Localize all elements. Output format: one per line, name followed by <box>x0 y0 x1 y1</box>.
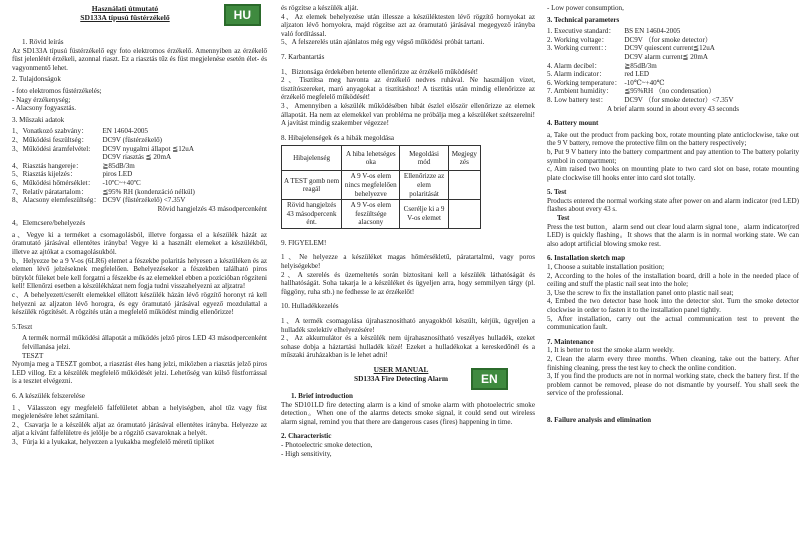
hu-section-heading: 7. Karbantartás <box>281 52 325 61</box>
en-language-badge: EN <box>471 368 508 390</box>
en-paragraph: Products entered the normal working state after power on and alarm indicator (red LED) flashes about every 43 s. <box>547 196 799 214</box>
list-item: 4, Embed the two detector base hook into the detector slot. Turn the smoke detector clockwise in order to fasten it to the installation panel tightly. <box>547 297 799 314</box>
hu-title: Használati útmutató SD133A típusú füstérzékelő <box>80 4 170 22</box>
hu-paragraph: c、A behelyezett/cserélt elemekkel ellátott készülék házán lévő rögzítő horonyt rá kell helyezni az aljzaton lévő horogra, és egy óramutató járásával egyező mozdulattal a készülék rögzítését. A rögzítés után a megfelelő működést mindig ellenőrizze! <box>12 291 267 317</box>
table-row: 3. Working current：： DC9V quiescent current≦12uA <box>547 44 715 53</box>
hu-paragraph: b、Helyezze be a 9 V-os (6LR6) elemet a fészekbe polaritás helyesen a készüléken és az elemen lévő jelzéseknek megfelelően. Behelyezésekor a fészekben található piros bütyköt füleket bele kell forgatni a fészekbe és az elemekkel ebben a pozícióban rögzíteni kell! Ellenőrzi esetben a készülékházat nem fogja tudni visszahelyezni az aljzatra! <box>12 256 267 291</box>
column-hungarian-1 <box>12 4 267 447</box>
table-row <box>282 171 481 200</box>
en-section-heading: 2. Characteristic <box>281 432 332 441</box>
hu-section-heading: 8. Hibajelenségek és a hibák megoldása <box>281 133 395 142</box>
hu-header <box>12 4 267 38</box>
column-header: Megjegy zés <box>448 146 480 171</box>
en-subheading: Test <box>557 214 570 223</box>
table-cell: Cserélje ki a 9 V-os elemet <box>400 200 448 229</box>
list-item: 2、Tisztítsa meg havonta az érzékelő nedves ruhával. Ne használjon vizet, tisztítószereket, maró anyagokat a tisztításhoz! A tisztítás után mindig ellenőrizze az érzékelő megfelelő működését! <box>281 76 535 102</box>
column-english <box>547 4 799 425</box>
list-item: - Nagy érzékenység; <box>12 95 71 104</box>
table-row: 5. Alarm indicator： red LED <box>547 70 649 79</box>
list-item: b, Put 9 V battery into the battery compartment and pay attention to The battery polarity symbol in compartment; <box>547 147 799 165</box>
hu-section-heading: 2. Tulajdonságok <box>12 75 61 84</box>
en-section-heading: 5. Test <box>547 188 567 197</box>
table-cell <box>448 200 480 229</box>
hu-section-heading: 1. Rövid leírás <box>22 38 64 46</box>
list-item: a, Take out the product from packing box, rotate mounting plate anticlockwise, take out the 9 V battery, remove the protective film on the battery respectively; <box>547 130 799 148</box>
list-item: - Low power consumption, <box>547 4 624 12</box>
list-item: 1, Choose a suitable installation position; <box>547 263 665 272</box>
list-item: 1、A termék csomagolása újrahasznosítható anyagokból készült, kérjük, ügyeljen a hulladék szelektív elhelyezésére! <box>281 317 535 334</box>
list-item: c, Aim raised two hooks on mounting plate to two card slot on base, rotate mounting plate clockwise till hooks enter into card slot totally. <box>547 165 799 182</box>
table-row: 3、Működési áramfelvétel: DC9V nyugalmi állapot ≦12uA <box>12 144 194 153</box>
hu-language-badge: HU <box>224 4 261 26</box>
en-section-heading: 3. Technical parameters <box>547 15 620 24</box>
table-header-row <box>282 146 481 171</box>
table-row: 1、Vonatkozó szabvány： EN 14604-2005 <box>12 127 148 136</box>
list-item: 1、Biztonsága érdekében hetente ellenőrizze az érzékelő működését! <box>281 67 478 76</box>
list-item: - High sensitivity, <box>281 449 332 458</box>
table-row: 8. Low battery test： DC9V （for smoke detector）<7.35V <box>547 95 734 104</box>
column-header: Megoldási mód <box>400 146 448 171</box>
list-item: 1、Ne helyezze a készüléket magas hőmérsékletű, páratartalmú, vagy poros helyiségekbe! <box>281 253 535 271</box>
hu-paragraph: 4、Az elemek behelyezése után illessze a készüléktesten lévő rögzítő hornyokat az aljzaton lévő hornyokra, majd rögzítse azt az óramutató járásával megegyező irányba való fordítással. <box>281 12 535 38</box>
hu-spec-note: Rövid hangjelzés 43 másodpercenként <box>157 204 267 213</box>
table-row: 2、Működési feszültség： DC9V (füstérzékelő) <box>12 135 163 144</box>
list-item: - Photoelectric smoke detection, <box>281 440 373 449</box>
en-section-heading: 8. Failure analysis and elimination <box>547 415 652 424</box>
hu-paragraph: Az SD133A típusú füstérzékelő egy foto elektromos érzékelő. Amennyiben az érzékelő füst jelenlétét érzékeli, azonnal riaszt. Ez a riasztás tűz és füst megjelenése esetén élet- és vagyonmentő lehet. <box>12 46 267 72</box>
hu-spec-table <box>12 127 197 204</box>
table-row: DC9V riasztás ≦ 20mA <box>102 153 172 162</box>
table-row: 8、Alacsony elemfeszültség： DC9V (füstérzékelő) <7.35V <box>12 196 186 205</box>
table-cell: Ellenőrizze az elem polaritását <box>400 171 448 200</box>
table-row: 6、Működési hőmérséklet： -10ºC~+40ºC <box>12 178 141 187</box>
en-tech-table <box>547 27 736 104</box>
list-item: 3、Amennyiben a készülék működésében hibát észlel először ellenőrizze az elemek állapotát. Ha nem az elemekkel van probléma ne próbálja meg a készüléket szétszerelni! A javítást mindig szakember végezze! <box>281 101 535 128</box>
table-row: DC9V alarm current≦ 20mA <box>624 52 708 61</box>
list-item: 3, If you find the products are not in normal working state, check the battery first. If the problem cannot be removed, please do not dismantle by yourself. You shall seek the service of the professional. <box>547 372 799 398</box>
list-item: - foto elektromos füstérzékelés; <box>12 86 102 95</box>
hu-section-heading: 9. FIGYELEM! <box>281 238 327 247</box>
hu-section-heading: 6. A készülék felszerelése <box>12 391 85 400</box>
table-cell: A 9 V-os elem nincs megfelelően behelyezve <box>342 171 400 200</box>
table-row: 5、Riasztás kijelzés： piros LED <box>12 170 133 179</box>
table-cell: Rövid hangjelzés 43 másodpercenk ént. <box>282 200 342 229</box>
hu-subheading: TESZT <box>22 351 44 360</box>
hu-paragraph: Nyomja meg a TESZT gombot, a riasztást éles hang jelzi, miközben a riasztás jelző piros LED villog. Ez a készülék megfelelő működését jelzi. Lehetőség van külső füstforrással is a tesztet elvégezni. <box>12 360 267 386</box>
en-tech-note: A brief alarm sound in about every 43 seconds <box>607 104 739 113</box>
en-paragraph: The SD101LD fire detecting alarm is a kind of smoke alarm with photoelectric smoke detection。When one of the alarms detects smoke signal, it could send out wireless alarm signal, remind you that there are dangerous cases (fires) happening in time. <box>281 400 535 426</box>
list-item: 3、Fúrja ki a lyukakat, helyezzen a lyukakba megfelelő méretű tipliket <box>12 437 215 446</box>
list-item: - Alacsony fogyasztás. <box>12 104 77 113</box>
error-table <box>281 145 481 229</box>
hu-paragraph: a、Vegye ki a terméket a csomagolásból, illetve forgassa el a készülék házát az óramutató járásával ellentétes irányba! Vegye ki a használt elemeket a készülékből, illetve az ajtókat a csomagolásukból. <box>12 230 267 257</box>
list-item: 2, According to the holes of the installation board, drill a hole in the needed place of ceiling and stuff the plastic nail seat into the hole; <box>547 271 799 289</box>
column-header: A hiba lehetséges oka <box>342 146 400 171</box>
column-header: Hibajelenség <box>282 146 342 171</box>
en-section-heading: 4. Battery mount <box>547 119 599 128</box>
table-row: 7、Relatív páratartalom： ≦95% RH (kondenzáció nélkül) <box>12 187 195 196</box>
table-cell <box>448 171 480 200</box>
en-section-heading: 7. Maintenance <box>547 337 594 346</box>
list-item: 2、Az akkumulátor és a készülék nem újrahasznosítható veszélyes hulladék, ezeket sohase dobja a háztartási hulladék közé! Ezeket a hulladékokat a kereskedőnél és a műszaki áruházakban is le lehet adni! <box>281 334 535 360</box>
hu-section-heading: 4。Elemcsere/behelyezés <box>12 219 86 228</box>
table-row: 6. Working temperature： -10℃~+40℃ <box>547 78 665 87</box>
table-row: 7. Ambient humidity： ≦95%RH （no condensation） <box>547 87 716 96</box>
table-row: 4、Riasztás hangereje： ≧85dB/3m <box>12 161 135 170</box>
list-item: 1, It is better to test the smoke alarm weekly. <box>547 346 674 355</box>
hu-paragraph: 5、A felszerelés után ajánlatos még egy végső működési próbát tartani. <box>281 38 485 47</box>
table-row: 1. Executive standard： BS EN 14604-2005 <box>547 27 681 36</box>
list-item: 2、A szerelés és üzemeltetés során biztosítani kell a készülék láthatóságát és hallhatóságát. Soha takarja le a készüléket és ügyeljen arra, hogy semmilyen tárgy (pl. függöny, ruha stb.) ne fedhesse le az érzékelőt! <box>281 270 535 296</box>
table-row: 2. Working voltage： DC9V （for smoke detector） <box>547 35 712 44</box>
en-paragraph: Press the test button，alarm send out clear loud alarm signal tone，alarm indicator(red LED) is quickly flashing。It shows that the alarm is in normal working state. We can also adopt artificial blowing smoke rest. <box>547 222 799 248</box>
list-item: 5, After installation, carry out the actual communication test to prevent the communication fault. <box>547 314 799 332</box>
hu-paragraph: A termék normál működési állapotát a működés jelző piros LED 43 másodpercenként felvillanása jelzi. <box>22 334 267 351</box>
hu-section-heading: 5.Teszt <box>12 322 33 331</box>
table-cell: A 9 V-os elem feszültsége alacsony <box>342 200 400 229</box>
en-section-heading: 1. Brief introduction <box>291 392 353 400</box>
hu-section-heading: 3. Műszaki adatok <box>12 115 65 124</box>
list-item: 3, Use the screw to fix the installation panel onto plastic nail seat; <box>547 288 734 297</box>
list-item: 1、Válasszon egy megfelelő falfelületet abban a helyiségben, ahol tűz vagy füst megjelenésére lehet számítani. <box>12 403 267 421</box>
en-section-heading: 6. Installation sketch map <box>547 254 626 263</box>
hu-section-heading: 10. Hulladékkezelés <box>281 302 339 311</box>
en-title: USER MANUAL SD133A Fire Detecting Alarm <box>353 365 449 383</box>
table-row: 4. Alarm decibel： ≧85dB/3m <box>547 61 657 70</box>
list-item: 2, Clean the alarm every three months. When cleaning, take out the battery. After finishing cleaning, press the test key to check the online condition. <box>547 354 799 372</box>
hu-paragraph: és rögzítse a készülék alját. <box>281 4 359 12</box>
column-hungarian-2 <box>281 4 535 458</box>
table-cell: A TEST gomb nem reagál <box>282 171 342 200</box>
table-row <box>282 200 481 229</box>
en-header <box>281 366 535 392</box>
list-item: 2、Csavarja le a készülék aljat az óramutató járásával ellentétes irányba. Helyezze az aljat a kívánt falfelületre és jelölje be a rögzítő csavaroknak a helyét. <box>12 420 267 438</box>
